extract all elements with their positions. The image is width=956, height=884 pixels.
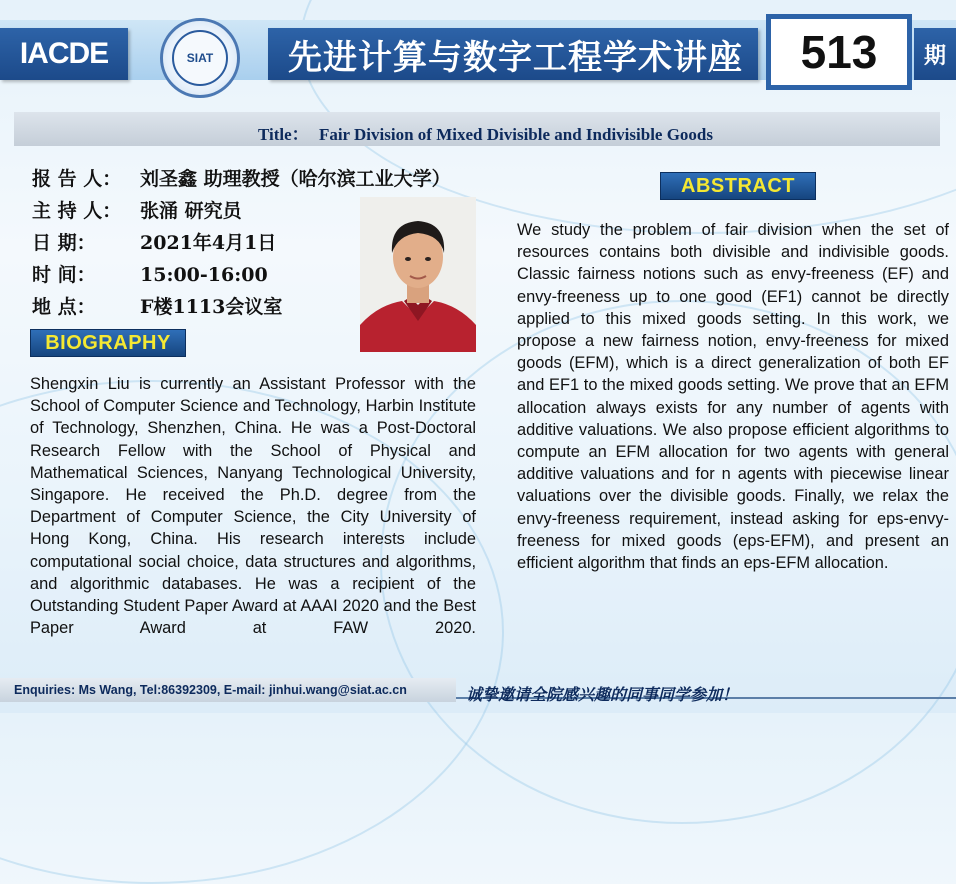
- info-host: [32, 196, 242, 223]
- issue-number: 513: [766, 14, 912, 90]
- info-value: 刘圣鑫 助理教授（哈尔滨工业大学）: [140, 168, 451, 190]
- siat-logo: [160, 18, 240, 98]
- info-label: 时 间：: [32, 264, 96, 286]
- info-label: 主 持 人：: [32, 200, 122, 222]
- info-label: 日 期：: [32, 232, 96, 254]
- info-label: 报 告 人：: [32, 168, 122, 190]
- welcome-message: 诚挚邀请全院感兴趣的同事同学参加！: [466, 685, 739, 704]
- abstract-badge: ABSTRACT: [660, 172, 816, 200]
- biography-text: Shengxin Liu is currently an Assistant Professor with the School of Computer Science and Technology, Harbin Institute of Technology, Shenzhen, China. He was a Post-Doctoral Research Fellow with the School of Physical and Mathematical Sciences, Nanyang Technological University, Singapore. He received the Ph.D. degree from the Department of Computer Science, the City University of Hong Kong, China. His research interests include computational social choice, data structures and algorithms, and algorithmic databases. He was a recipient of the Outstanding Student Paper Award at AAAI 2020 and the Best Paper Award at FAW 2020.: [30, 375, 476, 638]
- talk-title: [258, 120, 713, 145]
- info-time: [32, 260, 268, 287]
- info-value: F楼1113会议室: [140, 296, 283, 318]
- abstract-text: We study the problem of fair division when the set of resources contains both divisible and indivisible goods. Classic fairness notions such as envy-freeness (EF) and envy-freeness up to one good (EF1) cannot be directly applied to this mixed goods setting. In this work, we propose a new fairness notion, envy-freeness for mixed goods (EFM), which is a direct generalization of both EF and EF1 to the mixed goods setting. We prove that an EFM allocation always exists for any number of agents with additive valuations. We also propose efficient algorithms to compute an EFM allocation for two agents with general additive valuations and for n agents with piecewise linear valuations over the divisible goods. Finally, we relax the envy-freeness requirement, instead asking for eps-envy-freeness for mixed goods (eps-EFM), and present an efficient algorithm that finds an eps-EFM allocation.: [517, 221, 949, 573]
- info-speaker: [32, 164, 451, 191]
- series-title: 先进计算与数字工程学术讲座: [268, 28, 758, 80]
- info-value: 15:00-16:00: [140, 264, 268, 286]
- title-label: Title：: [258, 125, 309, 144]
- info-value: 张涌 研究员: [140, 200, 242, 222]
- info-date: [32, 228, 276, 255]
- biography-badge: BIOGRAPHY: [30, 329, 186, 357]
- speaker-photo: [360, 197, 476, 352]
- siat-logo-text: SIAT: [172, 30, 228, 86]
- info-location: [32, 292, 282, 319]
- issue-suffix: 期: [914, 28, 956, 80]
- title-value: Fair Division of Mixed Divisible and Indivisible Goods: [318, 125, 714, 144]
- info-label: 地 点：: [32, 296, 96, 318]
- info-value: 2021年4月1日: [140, 232, 277, 254]
- enquiries-contact: Enquiries: Ms Wang, Tel:86392309, E-mail: jinhui.wang@siat.ac.cn: [0, 678, 456, 702]
- org-logo: IACDE: [0, 28, 128, 80]
